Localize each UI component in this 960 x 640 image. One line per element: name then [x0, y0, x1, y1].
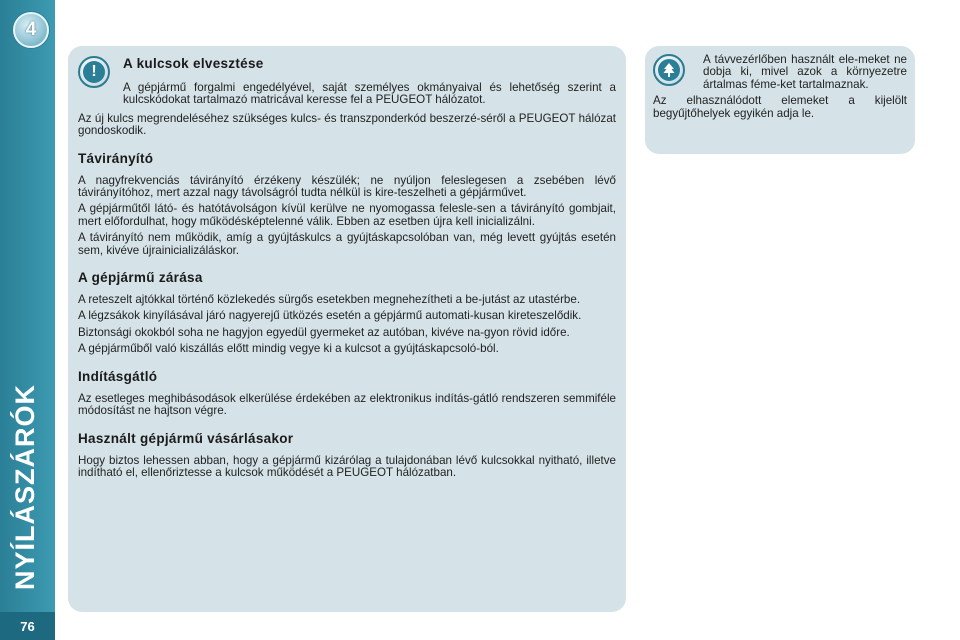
section-heading: Használt gépjármű vásárlásakor	[78, 430, 294, 446]
section-paragraph: A gépjárműtől látó- és hatótávolságon kívül kerülve ne nyomogassa felesle-sen a távirányító gombjait, mert előfordulhat, hogy működésképtelenné válik. Ebben az esetben újra kell inicializálni.	[78, 202, 616, 228]
section-heading: Indításgátló	[78, 368, 158, 384]
chapter-title: NYÍLÁSZÁRÓK	[10, 384, 40, 590]
chapter-sidebar	[0, 0, 55, 640]
tree-glyph	[658, 59, 680, 81]
chapter-number-badge: 4	[13, 12, 49, 48]
section-heading: Távirányító	[78, 150, 154, 166]
section-paragraph: A légzsákok kinyílásával járó nagyerejű ütközés esetén a gépjármű automati-kusan kireteszelődik.	[78, 309, 582, 323]
note-paragraph: Az elhasználódott elemeket a kijelölt begyűjtőhelyek egyikén adja le.	[653, 94, 907, 120]
section-paragraph: Biztonsági okokból soha ne hagyjon egyedül gyermeket az autóban, kivéve na-gyon rövid időre.	[78, 325, 570, 339]
section-paragraph: Az esetleges meghibásodások elkerülése érdekében az elektronikus indítás-gátló rendszeren semmiféle módosítást ne hajtson végre.	[78, 391, 616, 418]
recycle-environment-icon	[653, 54, 685, 86]
section-paragraph: A távirányító nem működik, amíg a gyújtáskulcs a gyújtáskapcsolóban van, még levett gyújtás esetén sem, kivéve újrainicializáláskor.	[78, 231, 616, 257]
page-number: 76	[0, 612, 55, 640]
section-heading: A kulcsok elvesztése	[123, 56, 264, 71]
section-paragraph: A nagyfrekvenciás távirányító érzékeny készülék; ne nyúljon feleslegesen a zsebében lévő távirányítóhoz, mert azzal nagy távolságról tudta nélkül is kire-teszelheti a gépjárművet.	[78, 173, 616, 200]
section-vehicle-locking	[78, 270, 616, 356]
environment-note-panel	[645, 46, 915, 154]
section-paragraph: Az új kulcs megrendeléséhez szükséges kulcs- és transzponderkód beszerzé-séről a PEUGEOT hálózat gondoskodik.	[78, 111, 616, 138]
tree-icon	[662, 62, 676, 78]
section-paragraph: A reteszelt ajtókkal történő közlekedés sürgős esetekben megnehezítheti a be-jutást az utastérbe.	[78, 293, 581, 307]
section-immobiliser	[78, 369, 616, 418]
exclamation-warning-icon	[78, 56, 110, 88]
section-paragraph: A gépjárműből való kiszállás előtt mindig vegye ki a kulcsot a gyújtáskapcsoló-ból.	[78, 342, 499, 356]
section-heading: A gépjármű zárása	[78, 270, 203, 286]
section-used-vehicle	[78, 431, 616, 480]
main-info-panel	[68, 46, 626, 612]
section-paragraph: A gépjármű forgalmi engedélyével, saját személyes okmányaival és lehetőség szerint a kulcskódokat tartalmazó matricával keresse fel a PEUGEOT hálózatot.	[123, 81, 616, 107]
exclamation-mark: !	[83, 61, 105, 83]
section-paragraph: Hogy biztos lehessen abban, hogy a gépjármű kizárólag a tulajdonában lévő kulcsokkal nyitható, illetve indítható el, ellenőriztesse a kulcsok működését a PEUGEOT hálózatban.	[78, 453, 616, 479]
section-lost-keys	[78, 56, 616, 138]
note-paragraph: A távvezérlőben használt ele-meket ne dobja ki, mivel azok a környezetre ártalmas féme-ket tartalmaznak.	[703, 53, 907, 91]
section-remote-control	[78, 151, 616, 257]
